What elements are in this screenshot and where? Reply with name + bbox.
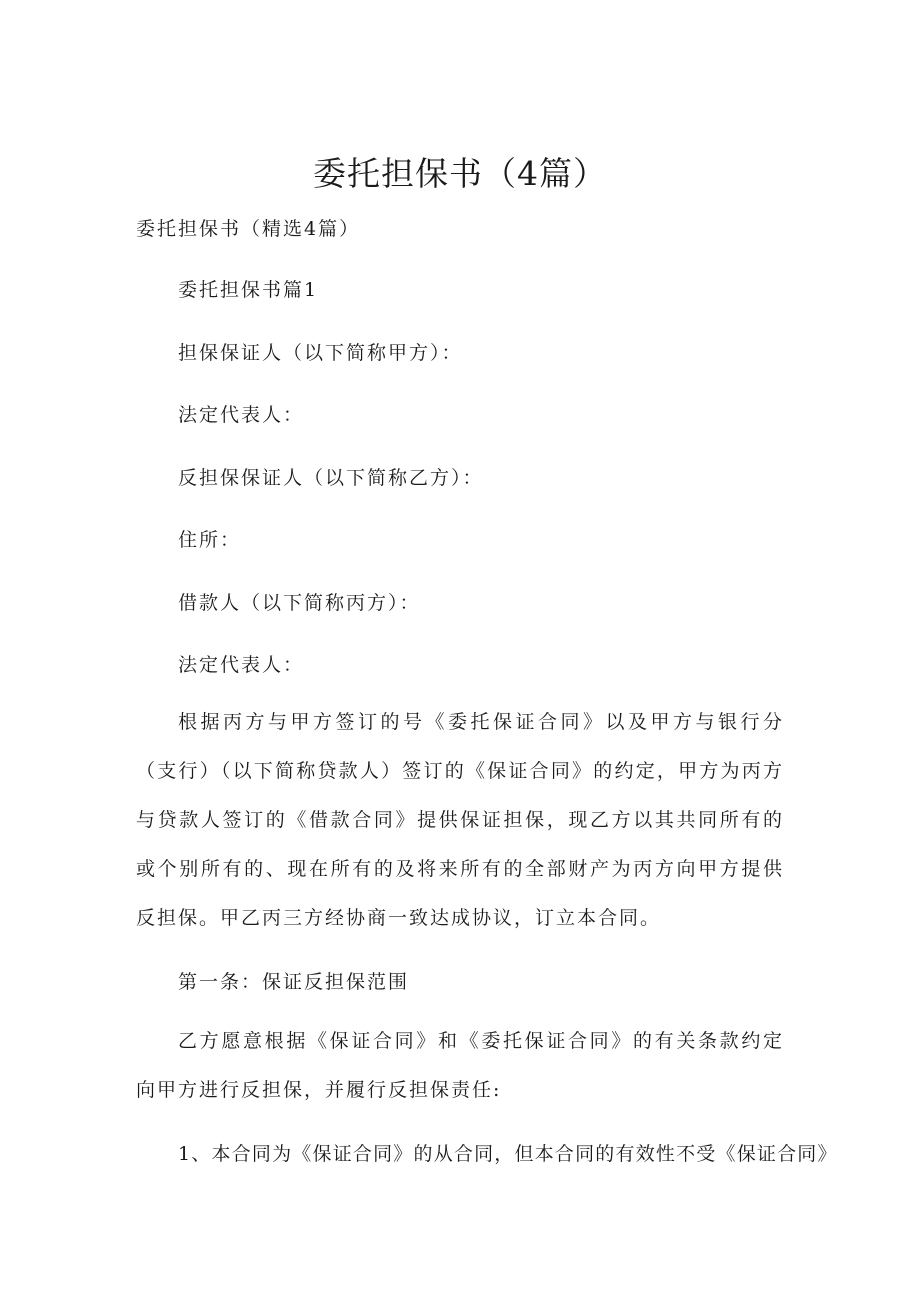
field-counter-guarantor: 反担保保证人（以下简称乙方）：: [178, 467, 484, 489]
field-legal-representative-2: 法定代表人：: [178, 654, 305, 676]
document-title: 委托担保书（4篇）: [313, 154, 607, 193]
field-borrower: 借款人（以下简称丙方）：: [178, 592, 421, 614]
article-1-paragraph: 乙方愿意根据《保证合同》和《委托保证合同》的有关条款约定向甲方进行反担保，并履行反担保责任:: [136, 1030, 784, 1101]
field-legal-representative: 法定代表人：: [178, 404, 305, 426]
list-item-1: 1、本合同为《保证合同》的从合同，但本合同的有效性不受《保证合同》: [178, 1143, 838, 1165]
section-heading: 委托担保书篇1: [178, 279, 319, 301]
article-1-heading: 第一条：保证反担保范围: [178, 971, 410, 993]
field-guarantor: 担保保证人（以下简称甲方）：: [178, 342, 463, 364]
intro-paragraph: 根据丙方与甲方签订的号《委托保证合同》以及甲方与银行分（支行）（以下简称贷款人）签订的《保证合同》的约定，甲方为丙方与贷款人签订的《借款合同》提供保证担保，现乙方以其共同所有的或个别所有的、现在所有的及将来所有的全部财产为丙方向甲方提供反担保。甲乙丙三方经协商一致达成协议，订立本合同。: [136, 711, 784, 929]
document-subtitle: 委托担保书（精选4篇）: [136, 218, 361, 240]
field-address: 住所：: [178, 529, 242, 551]
